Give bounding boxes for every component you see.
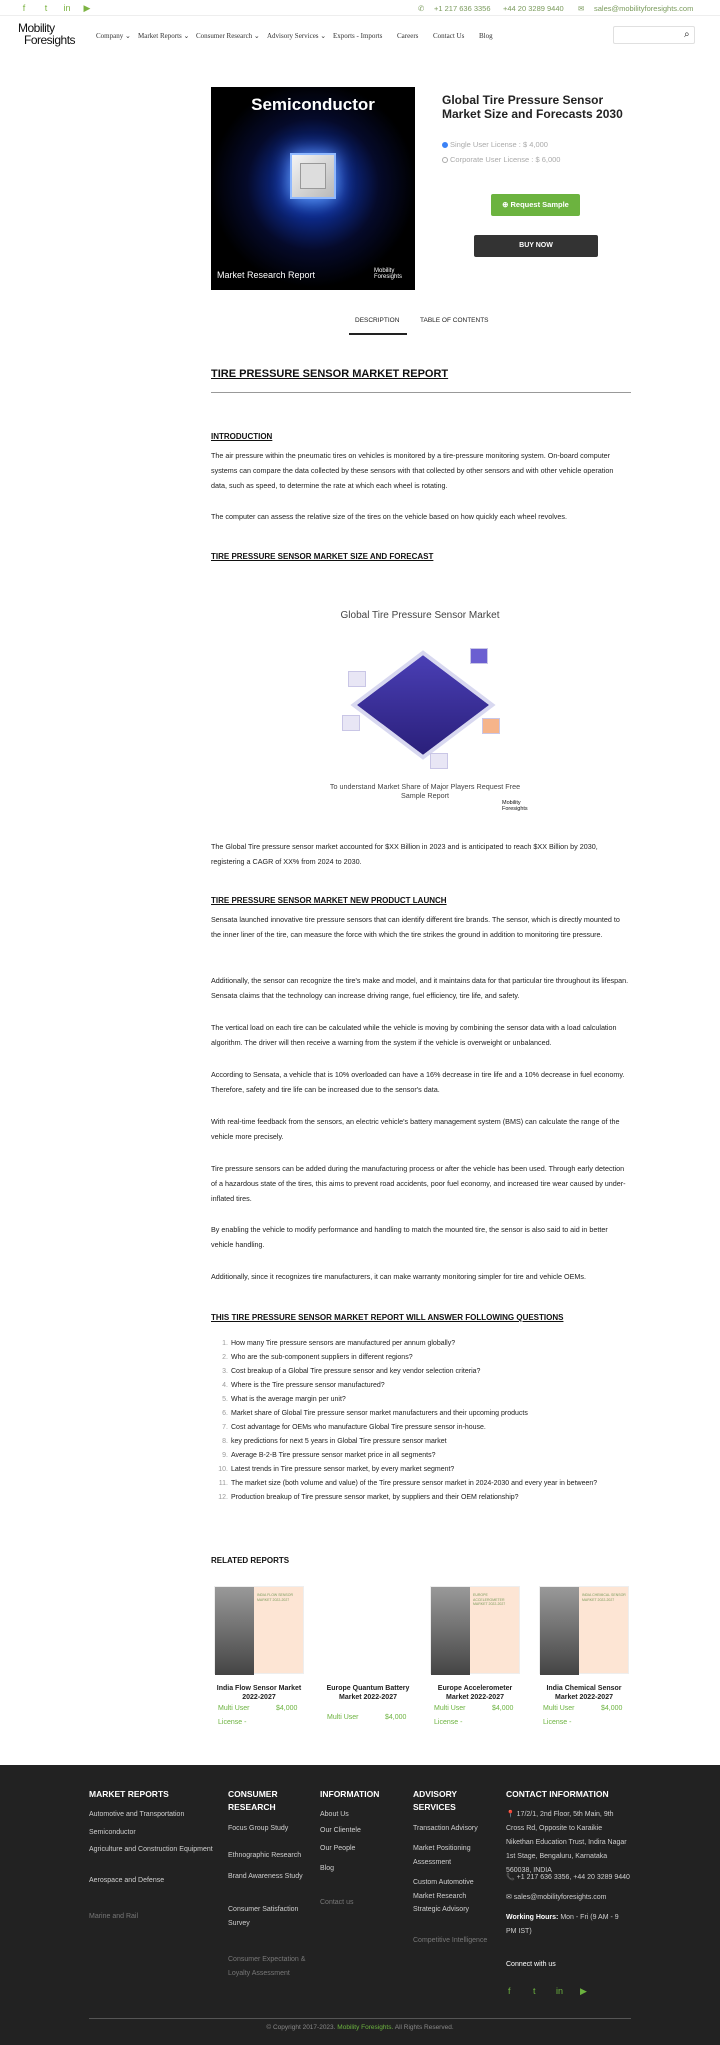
nav-contact-us[interactable]: Contact Us [433, 32, 465, 40]
footer-market-reports-heading: MARKET REPORTS [89, 1789, 169, 1799]
product-image [211, 87, 415, 290]
footer-information-link[interactable]: About Us [320, 1811, 349, 1818]
tab-table-of-contents[interactable]: TABLE OF CONTENTS [420, 317, 489, 324]
footer-consumer-link[interactable]: Consumer Expectation & Loyalty Assessment [228, 1956, 306, 1977]
radio-selected-icon[interactable] [442, 142, 448, 148]
launch-paragraph-1: Sensata launched innovative tire pressure sensors that can identify different tire brands. The sensor, which is directly mounted to the inner liner of the tire, can measure the force with which the tire strikes the ground in addition to monitoring tire pressure. [211, 915, 620, 939]
footer-consumer-link[interactable]: Consumer Satisfaction Survey [228, 1906, 299, 1927]
active-tab-indicator [349, 333, 407, 335]
footer-consumer-link[interactable]: Brand Awareness Study [228, 1873, 303, 1880]
footer-email[interactable]: ✉ sales@mobilityforesights.com [506, 1894, 607, 1901]
intro-paragraph-1: The air pressure within the pneumatic tires on vehicles is monitored by a tire-pressure monitoring system. On-board computer systems can compare the data collected by these sensors with that collected by other sensors and with other vehicle operation data, such as speed, to determine the rate at which each wheel is rotating. [211, 451, 614, 490]
question-number: 8. [222, 1438, 228, 1445]
launch-paragraph-2: Additionally, the sensor can recognize the tire's make and model, and it maintains data for that particular tire throughout its lifespan. Sensata claims that the technology can increase driving range, fuel efficiency, tire life, and safety. [211, 976, 629, 1000]
footer-information-heading: INFORMATION [320, 1789, 380, 1799]
question-number: 9. [222, 1452, 228, 1459]
footer-information-link[interactable]: Contact us [320, 1899, 354, 1906]
market-infographic[interactable] [320, 603, 528, 818]
footer-advisory-link[interactable]: Market Positioning Assessment [413, 1845, 471, 1866]
nav-company[interactable]: Company ⌄ [96, 32, 131, 40]
launch-paragraph-8: Additionally, since it recognizes tire manufacturers, it can make warranty monitoring simpler for tire and vehicle OEMs. [211, 1272, 586, 1281]
related-card-license: Multi User [327, 1714, 359, 1721]
infographic-logo: Mobility Foresights [502, 800, 528, 812]
dashboard-illustration [350, 650, 495, 759]
footer-advisory-link[interactable]: Strategic Advisory [413, 1906, 470, 1913]
intro-heading: INTRODUCTION [211, 432, 273, 441]
launch-paragraph-4: According to Sensata, a vehicle that is 10% overloaded can have a 16% decrease in tire life and a 10% decrease in fuel economy. Therefore, safety and tire life can be increased due to the sensor's data. [211, 1070, 625, 1094]
email-link[interactable]: sales@mobilityforesights.com [594, 4, 694, 13]
footer-connect-label: Connect with us [506, 1961, 556, 1968]
phone-icon: ✆ [418, 4, 425, 13]
radio-icon[interactable] [442, 157, 448, 163]
infographic-caption: To understand Market Share of Major Players Request Free Sample Report [329, 782, 521, 800]
nav-advisory-services[interactable]: Advisory Services ⌄ [267, 32, 327, 40]
launch-paragraph-3: The vertical load on each tire can be calculated while the vehicle is moving by combining the sensor data with a load calculation algorithm. The driver will then receive a warning from the system if the vehicle is overweight or unbalanced. [211, 1023, 617, 1047]
youtube-icon[interactable]: ▶ [83, 3, 91, 13]
question-number: 7. [222, 1424, 228, 1431]
nav-exports-imports[interactable]: Exports - Imports [333, 32, 383, 40]
footer-information-link[interactable]: Blog [320, 1865, 335, 1872]
question-item: Where is the Tire pressure sensor manufactured? [231, 1382, 385, 1389]
launch-paragraph-5: With real-time feedback from the sensors, an electric vehicle's battery management system (BMS) can calculate the range of the vehicle more precisely. [211, 1117, 620, 1141]
footer-market-link[interactable]: Automotive and Transportation [89, 1811, 185, 1818]
footer-address[interactable]: 📍 17/2/1, 2nd Floor, 5th Main, 9th Cross Rd, Opposite to Karaikie Nikethan Education Trust, Indira Nagar 1st Stage, Bengaluru, Karnataka 560038, INDIA [506, 1811, 627, 1874]
question-item: How many Tire pressure sensors are manufactured per annum globally? [231, 1340, 456, 1347]
question-item: key predictions for next 5 years in Global Tire pressure sensor market [231, 1438, 447, 1445]
related-card-license: Multi User License - [218, 1705, 250, 1726]
question-number: 12. [218, 1494, 228, 1501]
related-card-title[interactable]: India Flow Sensor Market 2022-2027 [216, 1685, 302, 1701]
footer-facebook-icon[interactable]: f [508, 1986, 511, 1996]
question-item: What is the average margin per unit? [231, 1396, 346, 1403]
footer-divider [89, 2018, 631, 2019]
license-single-radio[interactable]: Single User License : $ 4,000 [442, 140, 548, 149]
product-image-title: Semiconductor [251, 95, 375, 114]
intro-paragraph-2: The computer can assess the relative size of the tires on the vehicle based on how quickly each wheel revolves. [211, 512, 567, 521]
buy-now-button[interactable]: BUY NOW [474, 235, 598, 257]
nav-consumer-research[interactable]: Consumer Research ⌄ [196, 32, 260, 40]
footer-market-link[interactable]: Agriculture and Construction Equipment [89, 1846, 213, 1853]
question-number: 3. [222, 1368, 228, 1375]
question-item: Who are the sub-component suppliers in different regions? [231, 1354, 413, 1361]
search-input[interactable] [613, 26, 695, 44]
related-heading: RELATED REPORTS [211, 1556, 290, 1565]
footer-hours: Working Hours: Mon - Fri (9 AM - 9 PM IST) [506, 1914, 619, 1935]
related-card-image[interactable]: EUROPE ACCELEROMETER MARKET 2022-2027 [430, 1586, 520, 1674]
related-card-price: $4,000 [276, 1705, 298, 1712]
related-card-title[interactable]: Europe Accelerometer Market 2022-2027 [437, 1685, 513, 1701]
footer-youtube-icon[interactable]: ▶ [580, 1986, 587, 1996]
related-card-image[interactable]: INDIA CHEMICAL SENSOR MARKET 2022-2027 [539, 1586, 629, 1674]
nav-careers[interactable]: Careers [397, 32, 419, 40]
product-image-logo: Mobility Foresights [374, 268, 403, 280]
question-item: Latest trends in Tire pressure sensor market, by every market segment? [231, 1466, 455, 1473]
related-card-title[interactable]: Europe Quantum Battery Market 2022-2027 [326, 1685, 410, 1701]
question-number: 10. [218, 1466, 228, 1473]
email-icon: ✉ [578, 4, 585, 13]
question-number: 4. [222, 1382, 228, 1389]
copyright: © Copyright 2017-2023. Mobility Foresights. All Rights Reserved. [266, 2024, 454, 2031]
question-item: The market size (both volume and value) of the Tire pressure sensor market in 2024-2030 and every year in between? [231, 1480, 598, 1487]
product-image-footer: Market Research Report [217, 270, 316, 280]
site-logo[interactable]: Mobility Foresights [18, 21, 76, 47]
footer-information-link[interactable]: Our People [320, 1845, 356, 1852]
question-item: Average B-2-B Tire pressure sensor market price in all segments? [231, 1452, 436, 1459]
related-card-price: $4,000 [601, 1705, 623, 1712]
license-corporate-radio[interactable]: Corporate User License : $ 6,000 [442, 155, 560, 164]
footer-phones[interactable]: 📞 +1 217 636 3356, +44 20 3289 9440 [506, 1874, 630, 1881]
related-card-image[interactable]: INDIA FLOW SENSOR MARKET 2022-2027 [214, 1586, 304, 1674]
size-paragraph: The Global Tire pressure sensor market accounted for $XX Billion in 2023 and is anticipated to reach $XX Billion by 2030, registering a CAGR of XX% from 2024 to 2030. [211, 842, 598, 866]
infographic-title: Global Tire Pressure Sensor Market [340, 610, 500, 621]
questions-heading: THIS TIRE PRESSURE SENSOR MARKET REPORT WILL ANSWER FOLLOWING QUESTIONS [211, 1313, 564, 1322]
request-sample-button[interactable]: ⊕ Request Sample [491, 194, 580, 216]
linkedin-icon[interactable]: in [63, 3, 71, 13]
question-item: Cost breakup of a Global Tire pressure sensor and key vendor selection criteria? [231, 1368, 481, 1375]
footer-advisory-heading: ADVISORY SERVICES [413, 1789, 457, 1812]
facebook-icon[interactable]: f [22, 3, 26, 13]
related-card-license: Multi User License - [543, 1705, 575, 1726]
question-number: 11. [218, 1480, 228, 1487]
phone-1[interactable]: +1 217 636 3356 [434, 4, 491, 13]
footer-market-link[interactable]: Marine and Rail [89, 1913, 139, 1920]
footer-linkedin-icon[interactable]: in [556, 1986, 564, 1996]
footer-market-link[interactable]: Aerospace and Defense [89, 1877, 165, 1884]
nav-market-reports[interactable]: Market Reports ⌄ [138, 32, 190, 40]
report-heading: TIRE PRESSURE SENSOR MARKET REPORT [211, 368, 449, 380]
chip-icon [290, 153, 336, 199]
question-item: Production breakup of Tire pressure sensor market, by suppliers and their OEM relationship? [231, 1494, 519, 1501]
footer-consumer-link[interactable]: Ethnographic Research [228, 1852, 302, 1859]
launch-heading: TIRE PRESSURE SENSOR MARKET NEW PRODUCT LAUNCH [211, 896, 447, 905]
question-number: 1. [222, 1340, 228, 1347]
footer-advisory-link[interactable]: Custom Automotive Market Research [413, 1879, 474, 1900]
phone-2[interactable]: +44 20 3289 9440 [503, 4, 564, 13]
question-number: 2. [222, 1354, 228, 1361]
size-heading: TIRE PRESSURE SENSOR MARKET SIZE AND FORECAST [211, 552, 434, 561]
question-number: 6. [222, 1410, 228, 1417]
nav-blog[interactable]: Blog [479, 32, 493, 40]
related-card-price: $4,000 [492, 1705, 514, 1712]
question-item: Cost advantage for OEMs who manufacture Global Tire pressure sensor in-house. [231, 1424, 486, 1431]
footer-advisory-link[interactable]: Transaction Advisory [413, 1825, 478, 1832]
footer-advisory-link[interactable]: Competitive Intelligence [413, 1937, 488, 1944]
divider [211, 392, 631, 393]
question-number: 5. [222, 1396, 228, 1403]
footer-contact-heading: CONTACT INFORMATION [506, 1789, 609, 1799]
tab-description[interactable]: DESCRIPTION [355, 317, 400, 324]
footer-information-link[interactable]: Our Clientele [320, 1827, 361, 1834]
footer-consumer-heading: CONSUMER RESEARCH [228, 1789, 278, 1812]
related-card-price: $4,000 [385, 1714, 407, 1721]
search-icon[interactable]: ⌕ [684, 29, 690, 40]
launch-paragraph-7: By enabling the vehicle to modify performance and handling to match the mounted tire, the sensor is also said to aid in better vehicle handling. [211, 1225, 608, 1249]
footer-consumer-link[interactable]: Focus Group Study [228, 1825, 289, 1832]
question-item: Market share of Global Tire pressure sensor market manufacturers and their upcoming products [231, 1410, 528, 1417]
twitter-icon[interactable]: t [44, 3, 48, 13]
footer-twitter-icon[interactable]: t [533, 1986, 536, 1996]
launch-paragraph-6: Tire pressure sensors can be added during the manufacturing process or after the vehicle has been used. Through early detection of a hazardous state of the tires, this aims to prevent road accidents, poor fuel economy, and increased tire wear caused by under-inflated tires. [211, 1164, 626, 1203]
footer-market-link[interactable]: Semiconductor [89, 1829, 136, 1836]
top-bar [0, 0, 720, 16]
product-title: Global Tire Pressure Sensor Market Size and Forecasts 2030 [442, 93, 623, 122]
related-card-title[interactable]: India Chemical Sensor Market 2022-2027 [546, 1685, 622, 1701]
related-card-license: Multi User License - [434, 1705, 466, 1726]
